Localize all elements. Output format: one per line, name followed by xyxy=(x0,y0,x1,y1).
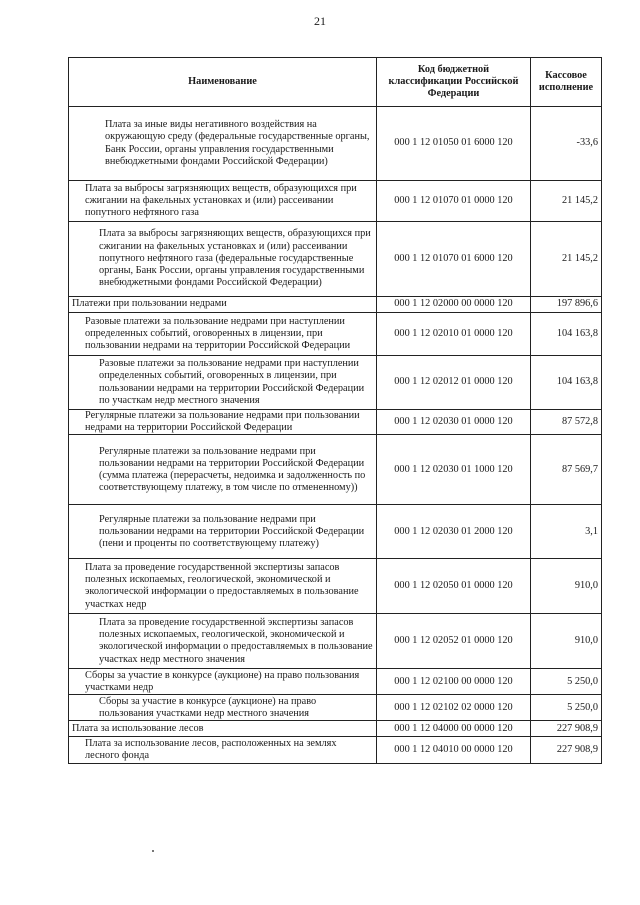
row-name: Плата за выбросы загрязняющих веществ, образующихся при сжигании на факельных установках и (или) рассеивании попутного нефтяного газа (федеральные государственные органы, Банк России, органы управления государственными внебюджетными фондами Российской Федерации) xyxy=(69,222,377,297)
row-name: Сборы за участие в конкурсе (аукционе) на право пользования участками недр xyxy=(69,669,377,695)
row-amount: 910,0 xyxy=(531,614,602,669)
row-name: Плата за иные виды негативного воздействия на окружающую среду (федеральные государственные органы, Банк России, органы управления государственными внебюджетными фондами Российской Федерации) xyxy=(69,107,377,181)
table-row xyxy=(69,559,602,614)
row-amount: 227 908,9 xyxy=(531,737,602,764)
table-row xyxy=(69,669,602,695)
row-code: 000 1 12 02052 01 0000 120 xyxy=(377,614,531,669)
table-row xyxy=(69,297,602,313)
row-name: Сборы за участие в конкурсе (аукционе) на право пользования участками недр местного значения xyxy=(69,695,377,721)
row-amount: 87 569,7 xyxy=(531,435,602,505)
header-code: Код бюджетной классификации Российской Федерации xyxy=(377,58,531,107)
table-row xyxy=(69,435,602,505)
row-amount: 87 572,8 xyxy=(531,410,602,435)
row-name: Плата за проведение государственной экспертизы запасов полезных ископаемых, геологической, экономической и экологической информации о предоставляемых в пользование участках недр местного значения xyxy=(69,614,377,669)
table-row xyxy=(69,737,602,764)
table-row xyxy=(69,410,602,435)
row-code: 000 1 12 02010 01 0000 120 xyxy=(377,313,531,356)
row-amount: 910,0 xyxy=(531,559,602,614)
table-row xyxy=(69,695,602,721)
budget-execution-table xyxy=(68,57,602,764)
row-amount: 5 250,0 xyxy=(531,695,602,721)
row-name: Регулярные платежи за пользование недрами при пользовании недрами на территории Российской Федерации xyxy=(69,410,377,435)
row-amount: 227 908,9 xyxy=(531,721,602,737)
row-code: 000 1 12 02102 02 0000 120 xyxy=(377,695,531,721)
row-amount: 5 250,0 xyxy=(531,669,602,695)
row-name: Плата за проведение государственной экспертизы запасов полезных ископаемых, геологической, экономической и экологической информации о предоставляемых в пользование участках недр xyxy=(69,559,377,614)
row-code: 000 1 12 02050 01 0000 120 xyxy=(377,559,531,614)
row-code: 000 1 12 01050 01 6000 120 xyxy=(377,107,531,181)
table-header-row xyxy=(69,58,602,107)
table-row xyxy=(69,107,602,181)
row-name: Плата за использование лесов, расположенных на землях лесного фонда xyxy=(69,737,377,764)
row-name: Разовые платежи за пользование недрами при наступлении определенных событий, оговоренных в лицензии, при пользовании недрами на территории Российской Федерации xyxy=(69,313,377,356)
row-code: 000 1 12 02030 01 0000 120 xyxy=(377,410,531,435)
row-code: 000 1 12 02100 00 0000 120 xyxy=(377,669,531,695)
table-row xyxy=(69,356,602,410)
row-amount: 104 163,8 xyxy=(531,356,602,410)
row-code: 000 1 12 02012 01 0000 120 xyxy=(377,356,531,410)
row-amount: 197 896,6 xyxy=(531,297,602,313)
row-amount: 21 145,2 xyxy=(531,222,602,297)
table-row xyxy=(69,313,602,356)
row-name: Регулярные платежи за пользование недрами при пользовании недрами на территории Российской Федерации (сумма платежа (перерасчеты, недоимка и задолженность по соответствующему платежу, в том числе по отмененному)) xyxy=(69,435,377,505)
header-amount: Кассовое исполнение xyxy=(531,58,602,107)
row-amount: 21 145,2 xyxy=(531,181,602,222)
scan-mark xyxy=(152,850,154,852)
table-row xyxy=(69,181,602,222)
row-code: 000 1 12 01070 01 0000 120 xyxy=(377,181,531,222)
row-name: Платежи при пользовании недрами xyxy=(69,297,377,313)
row-code: 000 1 12 01070 01 6000 120 xyxy=(377,222,531,297)
row-name: Плата за выбросы загрязняющих веществ, образующихся при сжигании на факельных установках и (или) рассеивании попутного нефтяного газа xyxy=(69,181,377,222)
row-name: Плата за использование лесов xyxy=(69,721,377,737)
row-code: 000 1 12 04010 00 0000 120 xyxy=(377,737,531,764)
header-name: Наименование xyxy=(69,58,377,107)
row-amount: 3,1 xyxy=(531,505,602,559)
page-number: 21 xyxy=(314,14,326,28)
row-code: 000 1 12 04000 00 0000 120 xyxy=(377,721,531,737)
row-code: 000 1 12 02030 01 1000 120 xyxy=(377,435,531,505)
table-row xyxy=(69,222,602,297)
row-name: Разовые платежи за пользование недрами при наступлении определенных событий, оговоренных в лицензии, при пользовании недрами на территории Российской Федерации по участкам недр местного значения xyxy=(69,356,377,410)
row-name: Регулярные платежи за пользование недрами при пользовании недрами на территории Российской Федерации (пени и проценты по соответствующему платежу) xyxy=(69,505,377,559)
table-row xyxy=(69,721,602,737)
row-code: 000 1 12 02030 01 2000 120 xyxy=(377,505,531,559)
row-amount: 104 163,8 xyxy=(531,313,602,356)
table-row xyxy=(69,505,602,559)
table-row xyxy=(69,614,602,669)
row-code: 000 1 12 02000 00 0000 120 xyxy=(377,297,531,313)
row-amount: -33,6 xyxy=(531,107,602,181)
